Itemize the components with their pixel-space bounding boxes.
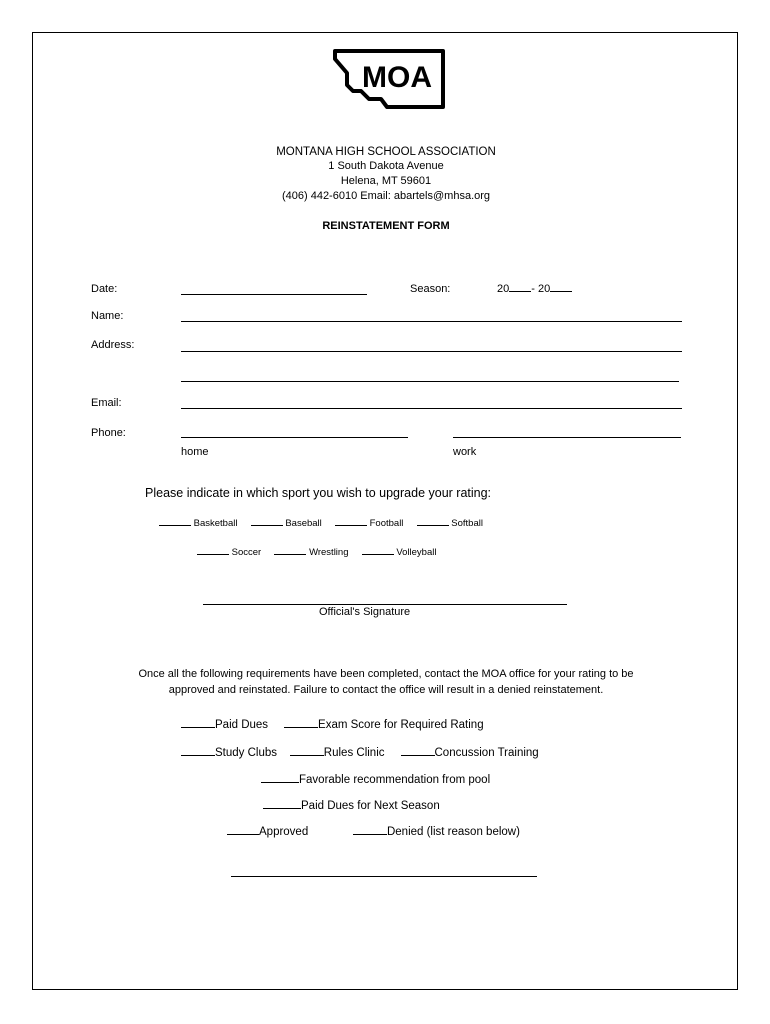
football-label: Football (369, 518, 404, 529)
wrestling-label: Wrestling (309, 547, 349, 558)
football-checkbox[interactable] (335, 524, 367, 526)
season-field[interactable] (497, 283, 572, 295)
basketball-checkbox[interactable] (159, 524, 191, 526)
moa-logo (325, 45, 455, 115)
requirements-intro-2: approved and reinstated. Failure to contact the office will result in a denied reinstatement. (168, 684, 604, 696)
org-contact: (406) 442-6010 Email: abartels@mhsa.org (281, 190, 491, 202)
softball-label: Softball (451, 518, 483, 529)
wrestling-checkbox[interactable] (274, 553, 306, 555)
exam-score-label: Exam Score for Required Rating (318, 719, 484, 731)
phone-home-label: home (181, 446, 209, 458)
phone-home-field[interactable] (181, 437, 408, 438)
signature-label: Official's Signature (319, 606, 411, 618)
sports-row-2 (197, 547, 436, 558)
denial-reason-field[interactable] (231, 876, 537, 877)
address-field-line1[interactable] (181, 351, 682, 352)
study-clubs-label: Study Clubs (215, 747, 278, 759)
rules-clinic-label: Rules Clinic (323, 747, 385, 759)
concussion-label: Concussion Training (434, 747, 539, 759)
sports-row-1 (159, 518, 483, 529)
season-year2-blank[interactable] (550, 290, 572, 292)
paid-dues-checkbox[interactable] (181, 726, 215, 728)
season-dash: - 20 (531, 283, 551, 295)
req-row-5 (227, 826, 520, 838)
req-row-3 (261, 774, 490, 786)
signature-field[interactable] (203, 604, 567, 605)
address-field-line2[interactable] (181, 381, 679, 382)
phone-label: Phone: (91, 427, 126, 439)
req-row-4 (263, 800, 440, 812)
req-row-2 (181, 747, 539, 759)
approved-label: Approved (259, 826, 309, 838)
org-city: Helena, MT 59601 (340, 175, 432, 187)
volleyball-label: Volleyball (396, 547, 437, 558)
form-page (32, 32, 738, 990)
season-year1-blank[interactable] (509, 290, 531, 292)
form-title: REINSTATEMENT FORM (322, 220, 450, 232)
season-prefix: 20 (497, 283, 510, 295)
denied-checkbox[interactable] (353, 833, 387, 835)
volleyball-checkbox[interactable] (362, 553, 394, 555)
favorable-label: Favorable recommendation from pool (299, 774, 491, 786)
sports-prompt: Please indicate in which sport you wish to upgrade your rating: (145, 486, 492, 500)
date-label: Date: (91, 283, 118, 295)
paid-dues-label: Paid Dues (215, 719, 269, 731)
phone-work-field[interactable] (453, 437, 681, 438)
basketball-label: Basketball (193, 518, 238, 529)
softball-checkbox[interactable] (417, 524, 449, 526)
name-field[interactable] (181, 321, 682, 322)
denied-label: Denied (list reason below) (386, 826, 520, 838)
next-season-checkbox[interactable] (263, 807, 301, 809)
next-season-label: Paid Dues for Next Season (301, 800, 440, 812)
rules-clinic-checkbox[interactable] (290, 754, 324, 756)
concussion-checkbox[interactable] (401, 754, 435, 756)
name-label: Name: (91, 310, 124, 322)
phone-work-label: work (453, 446, 477, 458)
baseball-label: Baseball (285, 518, 322, 529)
season-label: Season: (410, 283, 451, 295)
address-label: Address: (91, 339, 135, 351)
date-field[interactable] (181, 294, 367, 295)
logo-text: MOA (362, 61, 432, 94)
email-label: Email: (91, 397, 122, 409)
baseball-checkbox[interactable] (251, 524, 283, 526)
org-street: 1 South Dakota Avenue (328, 160, 444, 172)
study-clubs-checkbox[interactable] (181, 754, 215, 756)
favorable-checkbox[interactable] (261, 781, 299, 783)
req-row-1 (181, 719, 484, 731)
soccer-label: Soccer (231, 547, 262, 558)
exam-score-checkbox[interactable] (284, 726, 318, 728)
soccer-checkbox[interactable] (197, 553, 229, 555)
org-name: MONTANA HIGH SCHOOL ASSOCIATION (276, 146, 496, 158)
email-field[interactable] (181, 408, 682, 409)
requirements-intro-1: Once all the following requirements have been completed, contact the MOA office for your rating to be (138, 668, 634, 680)
approved-checkbox[interactable] (227, 833, 259, 835)
